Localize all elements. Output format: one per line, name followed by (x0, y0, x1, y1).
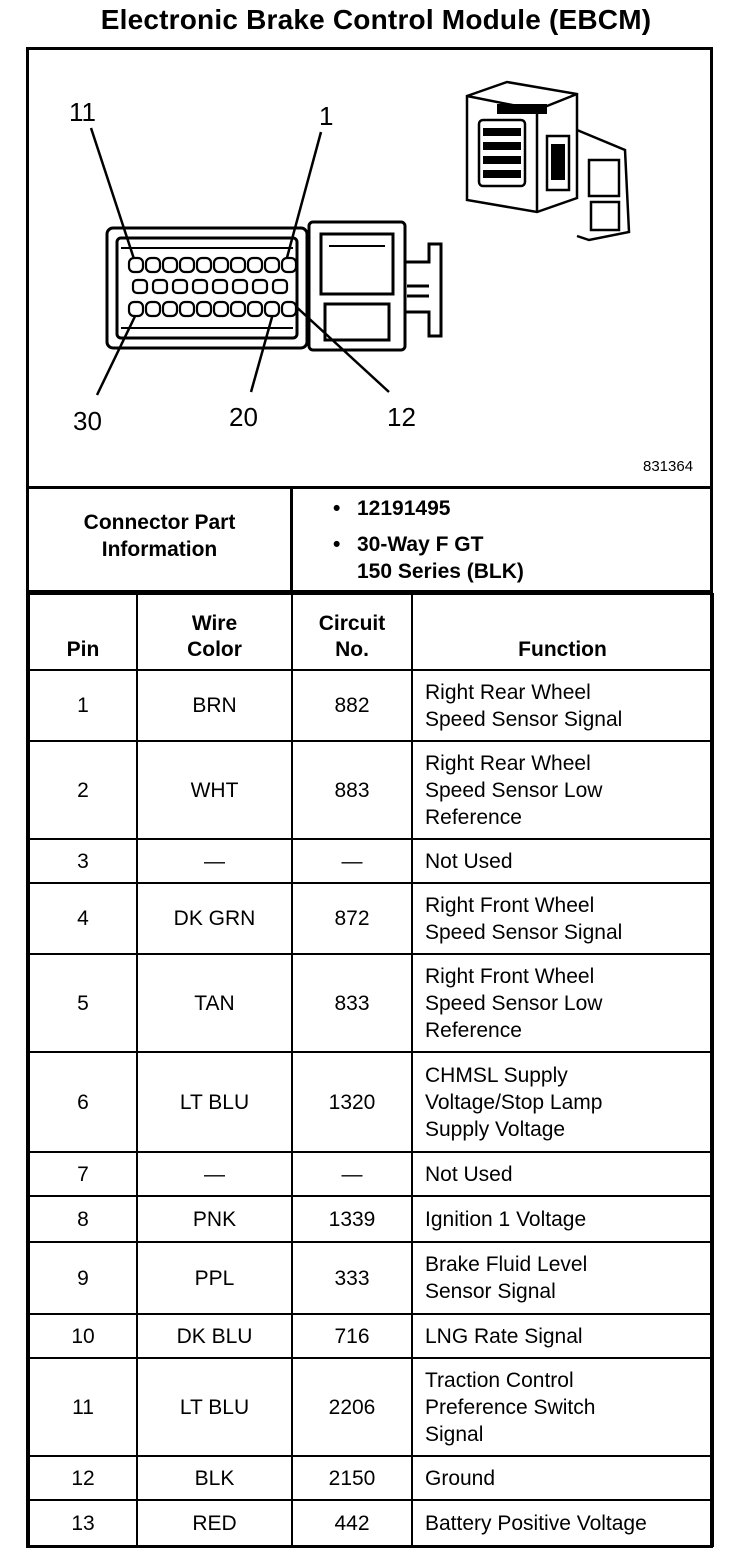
connector-info-label-line1: Connector Part (83, 511, 236, 534)
connector-part-info (29, 489, 710, 590)
function-cell (412, 1314, 713, 1358)
connector-info-label-line2: Information (101, 538, 218, 561)
connector-info-divider (290, 489, 293, 590)
connector-description-line1: • 30-Way F GT (357, 533, 484, 556)
function-line: Preference Switch (425, 1395, 596, 1419)
table-row (29, 1500, 713, 1546)
function-line: Not Used (425, 849, 513, 873)
header-function: Function (412, 594, 713, 670)
circuit-cell: 1320 (292, 1052, 412, 1152)
wire-color-cell: BLK (137, 1456, 292, 1500)
wire-color-cell: RED (137, 1500, 292, 1546)
function-line: Right Rear Wheel (425, 751, 591, 775)
function-cell (412, 1152, 713, 1196)
header-circuit (292, 594, 412, 670)
header-wire-color-line2: Color (187, 638, 242, 661)
function-line: Right Rear Wheel (425, 680, 591, 704)
table-row (29, 670, 713, 741)
function-cell (412, 1358, 713, 1456)
function-line: Speed Sensor Low (425, 991, 603, 1015)
function-line: Right Front Wheel (425, 893, 595, 917)
pin-cell: 11 (29, 1358, 137, 1456)
pin-label-11: 11 (69, 97, 96, 127)
pin-cell: 3 (29, 839, 137, 883)
pin-table-body (29, 670, 713, 1546)
function-cell (412, 839, 713, 883)
function-cell (412, 670, 713, 741)
table-header-row (29, 594, 713, 670)
table-row (29, 839, 713, 883)
table-row (29, 954, 713, 1052)
wire-color-cell: TAN (137, 954, 292, 1052)
function-line: Signal (425, 1422, 484, 1446)
pin-label-20: 20 (229, 402, 258, 432)
pin-cell: 1 (29, 670, 137, 741)
wire-color-cell: LT BLU (137, 1358, 292, 1456)
function-line: Right Front Wheel (425, 964, 595, 988)
pin-cell: 10 (29, 1314, 137, 1358)
function-cell (412, 1500, 713, 1546)
wire-color-cell: BRN (137, 670, 292, 741)
connector-info-label (29, 509, 290, 563)
function-line: CHMSL Supply (425, 1063, 568, 1087)
wire-color-cell: WHT (137, 741, 292, 839)
page-title: Electronic Brake Control Module (EBCM) (100, 4, 652, 35)
function-line: Reference (425, 1018, 522, 1042)
table-row (29, 883, 713, 954)
circuit-cell: — (292, 1152, 412, 1196)
table-row (29, 1052, 713, 1152)
function-line: Supply Voltage (425, 1117, 566, 1141)
function-cell (412, 954, 713, 1052)
function-line: Battery Positive Voltage (425, 1511, 647, 1535)
wire-color-cell: — (137, 1152, 292, 1196)
pin-label-1: 1 (319, 101, 334, 131)
circuit-cell: 442 (292, 1500, 412, 1546)
connector-description (329, 531, 524, 585)
circuit-cell: 872 (292, 883, 412, 954)
circuit-cell: 2206 (292, 1358, 412, 1456)
table-row (29, 1242, 713, 1314)
pin-label-30: 30 (73, 406, 102, 436)
wire-color-cell: PNK (137, 1196, 292, 1242)
table-row (29, 1456, 713, 1500)
header-pin: Pin (29, 594, 137, 670)
header-wire-color-line1: Wire (191, 612, 238, 635)
circuit-cell: 883 (292, 741, 412, 839)
circuit-cell: 333 (292, 1242, 412, 1314)
pin-cell: 13 (29, 1500, 137, 1546)
pin-cell: 12 (29, 1456, 137, 1500)
pin-cell: 2 (29, 741, 137, 839)
part-number: • 12191495 (329, 495, 524, 522)
table-row (29, 741, 713, 839)
connector-drawing (29, 50, 710, 486)
header-wire-color (137, 594, 292, 670)
pin-cell: 8 (29, 1196, 137, 1242)
function-cell (412, 741, 713, 839)
circuit-cell: 1339 (292, 1196, 412, 1242)
wire-color-cell: DK BLU (137, 1314, 292, 1358)
function-line: Not Used (425, 1162, 513, 1186)
function-line: Traction Control (425, 1368, 574, 1392)
function-line: Ground (425, 1466, 496, 1490)
wire-color-cell: DK GRN (137, 883, 292, 954)
header-circuit-line1: Circuit (318, 612, 386, 635)
table-row (29, 1152, 713, 1196)
circuit-cell: — (292, 839, 412, 883)
connector-diagram (29, 50, 710, 486)
pin-cell: 4 (29, 883, 137, 954)
function-cell (412, 1052, 713, 1152)
function-line: Voltage/Stop Lamp (425, 1090, 603, 1114)
function-line: Sensor Signal (425, 1280, 556, 1303)
wire-color-cell: — (137, 839, 292, 883)
function-line: Speed Sensor Signal (425, 707, 623, 731)
pin-label-12: 12 (387, 402, 416, 432)
function-cell (412, 1242, 713, 1314)
function-line: Brake Fluid Level (425, 1253, 588, 1276)
circuit-cell: 716 (292, 1314, 412, 1358)
connector-description-line2: 150 Series (BLK) (357, 560, 524, 583)
function-line: Ignition 1 Voltage (425, 1207, 587, 1231)
function-cell (412, 1196, 713, 1242)
circuit-cell: 833 (292, 954, 412, 1052)
wire-color-cell: PPL (137, 1242, 292, 1314)
function-line: Reference (425, 805, 522, 829)
table-row (29, 1196, 713, 1242)
pin-cell: 5 (29, 954, 137, 1052)
circuit-cell: 2150 (292, 1456, 412, 1500)
function-line: Speed Sensor Low (425, 778, 603, 802)
function-line: Speed Sensor Signal (425, 920, 623, 944)
wire-color-cell: LT BLU (137, 1052, 292, 1152)
function-line: LNG Rate Signal (425, 1324, 583, 1348)
figure-id: 831364 (643, 458, 694, 475)
pin-cell: 9 (29, 1242, 137, 1314)
connector-info-list (329, 495, 524, 585)
table-row (29, 1314, 713, 1358)
circuit-cell: 882 (292, 670, 412, 741)
table-row (29, 1358, 713, 1456)
pin-table (28, 593, 714, 1547)
pin-cell: 6 (29, 1052, 137, 1152)
function-cell (412, 1456, 713, 1500)
pin-cell: 7 (29, 1152, 137, 1196)
header-circuit-line2: No. (335, 638, 369, 661)
function-cell (412, 883, 713, 954)
